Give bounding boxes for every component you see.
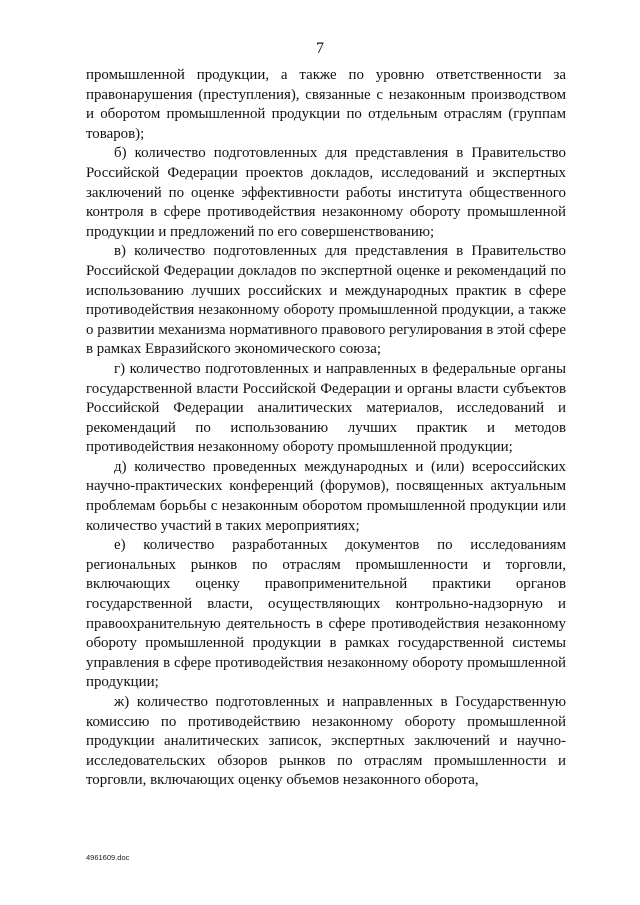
document-body <box>86 66 566 791</box>
paragraph-continuation: промышленной продукции, а также по уровню ответственности за правонарушения (преступления), связанные с незаконным производством и оборотом промышленной продукции по отдельным отраслям (группам товаров); <box>86 67 566 142</box>
paragraph-item-v: в) количество подготовленных для представления в Правительство Российской Федерации докладов по экспертной оценке и рекомендаций по использованию лучших российских и международных практик в сфере противодействия незаконному обороту промышленной продукции, а также о развитии механизма нормативного правового регулирования в этой сфере в рамках Евразийского экономического союза; <box>86 243 566 358</box>
paragraph-item-b: б) количество подготовленных для представления в Правительство Российской Федерации проектов докладов, исследований и экспертных заключений по оценке эффективности работы института общественного контроля в сфере противодействия незаконному обороту промышленной продукции и предложений по его совершенствованию; <box>86 145 566 240</box>
paragraph-item-d: д) количество проведенных международных и (или) всероссийских научно-практических конференций (форумов), посвященных актуальным проблемам борьбы с незаконным оборотом промышленной продукции или количество участий в таких мероприятиях; <box>86 458 566 534</box>
paragraph-item-g: г) количество подготовленных и направленных в федеральные органы государственной власти Российской Федерации и органы власти субъектов Российской Федерации аналитических материалов, исследований и рекомендаций по использованию лучших практик и методов противодействия незаконному обороту промышленной продукции; <box>86 360 566 456</box>
paragraph-item-e: е) количество разработанных документов по исследованиям региональных рынков по отраслям промышленности и торговли, включающих оценку правоприменительной практики органов государственной власти, осуществляющих контрольно-надзорную и правоохранительную деятельность в сфере противодействия незаконному обороту промышленной продукции в рамках государственной системы управления в сфере противодействия незаконному обороту промышленной продукции; <box>86 537 566 691</box>
footer-file-name: 4961609.doc <box>86 853 130 862</box>
paragraph-item-zh: ж) количество подготовленных и направленных в Государственную комиссию по противодействию незаконному обороту промышленной продукции аналитических записок, экспертных заключений и научно-исследовательских обзоров рынков по отраслям промышленности и торговли, включающих оценку объемов незаконного оборота, <box>86 694 566 789</box>
page-number: 7 <box>316 40 324 57</box>
